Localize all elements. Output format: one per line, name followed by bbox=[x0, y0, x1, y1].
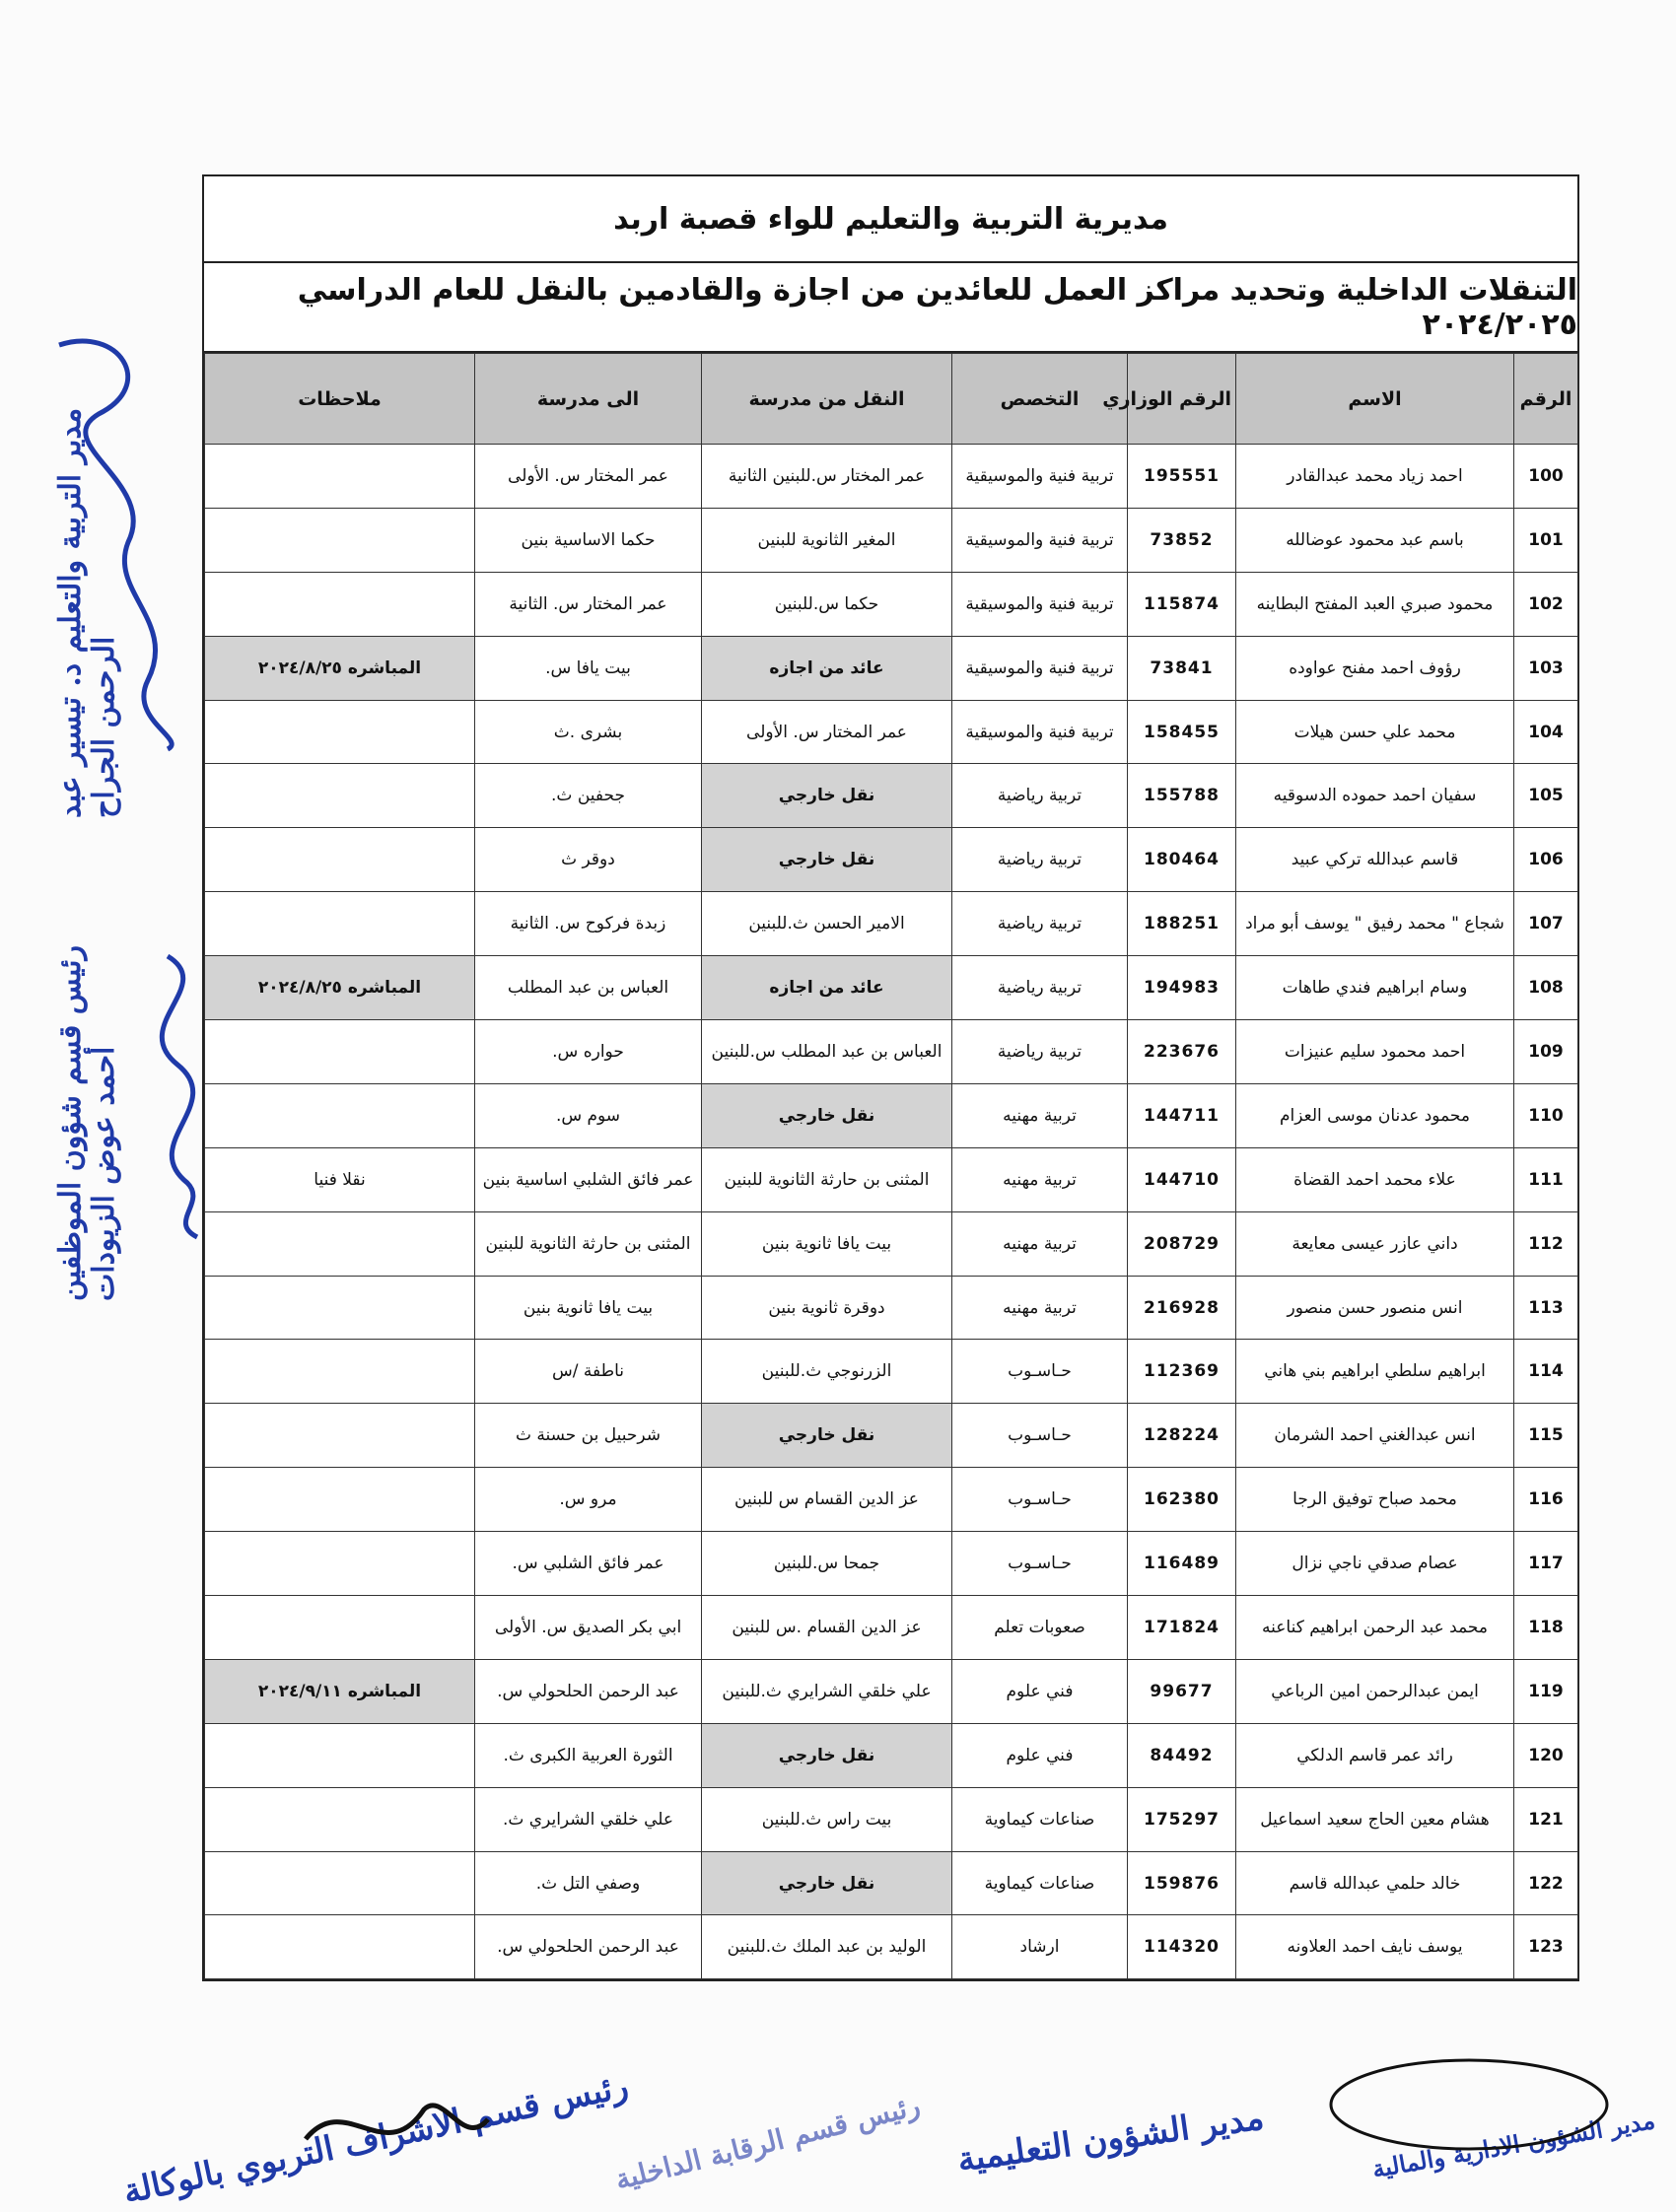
notes bbox=[205, 1851, 475, 1915]
to-school: بيت يافا س. bbox=[475, 636, 702, 700]
ministry-id: 175297 bbox=[1128, 1787, 1236, 1851]
row-number: 123 bbox=[1514, 1915, 1578, 1979]
employee-name: محمد علي حسن هيلات bbox=[1236, 700, 1514, 764]
employee-name: داني عازر عيسى معايعة bbox=[1236, 1211, 1514, 1276]
employee-name: وسام ابراهيم فندي طاهات bbox=[1236, 956, 1514, 1020]
to-school: بشرى .ث bbox=[475, 700, 702, 764]
header-name: الاسم bbox=[1236, 354, 1514, 445]
employee-name: عصام صدقي ناجي نزال bbox=[1236, 1532, 1514, 1596]
ministry-id: 144710 bbox=[1128, 1147, 1236, 1211]
table-row bbox=[205, 445, 1578, 509]
from-school: نقل خارجي bbox=[702, 1851, 952, 1915]
notes bbox=[205, 1211, 475, 1276]
notes bbox=[205, 572, 475, 636]
notes bbox=[205, 828, 475, 892]
to-school: وصفي التل ث. bbox=[475, 1851, 702, 1915]
specialization: تربية مهنيه bbox=[952, 1147, 1128, 1211]
signature-oval bbox=[1321, 2045, 1617, 2164]
to-school: عمر المختار س. الأولى bbox=[475, 445, 702, 509]
table-row bbox=[205, 1276, 1578, 1340]
table-row bbox=[205, 508, 1578, 572]
to-school: الثورة العربية الكبرى ث. bbox=[475, 1723, 702, 1787]
from-school: الوليد بن عبد الملك ث.للبنين bbox=[702, 1915, 952, 1979]
row-number: 118 bbox=[1514, 1596, 1578, 1660]
transfers-table bbox=[204, 353, 1578, 1979]
to-school: عمر فائق الشلبي س. bbox=[475, 1532, 702, 1596]
from-school: المغير الثانوية للبنين bbox=[702, 508, 952, 572]
to-school: ابي بكر الصديق س. الأولى bbox=[475, 1596, 702, 1660]
row-number: 101 bbox=[1514, 508, 1578, 572]
ministry-id: 155788 bbox=[1128, 764, 1236, 828]
specialization: صناعات كيماوية bbox=[952, 1851, 1128, 1915]
notes: المباشره ٢٠٢٤/٩/١١ bbox=[205, 1659, 475, 1723]
employee-name: ايمن عبدالرحمن امين الرباعي bbox=[1236, 1659, 1514, 1723]
document-subtitle: التنقلات الداخلية وتحديد مراكز العمل للعائدين من اجازة والقادمين بالنقل للعام الدراسي ٢٠٢٤/٢٠٢٥ bbox=[204, 263, 1577, 353]
employee-name: محمد صباح توفيق الرجا bbox=[1236, 1468, 1514, 1532]
table-row bbox=[205, 572, 1578, 636]
table-row bbox=[205, 636, 1578, 700]
specialization: تربية فنية والموسيقية bbox=[952, 572, 1128, 636]
ministry-id: 73852 bbox=[1128, 508, 1236, 572]
row-number: 114 bbox=[1514, 1340, 1578, 1404]
row-number: 120 bbox=[1514, 1723, 1578, 1787]
row-number: 107 bbox=[1514, 892, 1578, 956]
notes bbox=[205, 1340, 475, 1404]
notes bbox=[205, 1083, 475, 1147]
from-school: بيت راس ث.للبنين bbox=[702, 1787, 952, 1851]
row-number: 112 bbox=[1514, 1211, 1578, 1276]
specialization: حـاسـوب bbox=[952, 1532, 1128, 1596]
to-school: ناطفة /س bbox=[475, 1340, 702, 1404]
row-number: 106 bbox=[1514, 828, 1578, 892]
header-to-school: الى مدرسة bbox=[475, 354, 702, 445]
employee-name: قاسم عبدالله تركي عبيد bbox=[1236, 828, 1514, 892]
from-school: نقل خارجي bbox=[702, 828, 952, 892]
notes bbox=[205, 1787, 475, 1851]
row-number: 108 bbox=[1514, 956, 1578, 1020]
row-number: 102 bbox=[1514, 572, 1578, 636]
row-number: 115 bbox=[1514, 1404, 1578, 1468]
specialization: فني علوم bbox=[952, 1659, 1128, 1723]
row-number: 105 bbox=[1514, 764, 1578, 828]
ministry-id: 73841 bbox=[1128, 636, 1236, 700]
row-number: 100 bbox=[1514, 445, 1578, 509]
table-body bbox=[205, 445, 1578, 1979]
employee-name: علاء محمد احمد القضاة bbox=[1236, 1147, 1514, 1211]
row-number: 103 bbox=[1514, 636, 1578, 700]
to-school: عمر المختار س. الثانية bbox=[475, 572, 702, 636]
employee-name: احمد محمود سليم عنيزات bbox=[1236, 1020, 1514, 1084]
ministry-id: 162380 bbox=[1128, 1468, 1236, 1532]
table-row bbox=[205, 1787, 1578, 1851]
notes bbox=[205, 1404, 475, 1468]
specialization: تربية فنية والموسيقية bbox=[952, 636, 1128, 700]
table-row bbox=[205, 1723, 1578, 1787]
employee-name: احمد زياد محمد عبدالقادر bbox=[1236, 445, 1514, 509]
notes bbox=[205, 892, 475, 956]
table-row bbox=[205, 1211, 1578, 1276]
from-school: العباس بن عبد المطلب س.للبنين bbox=[702, 1020, 952, 1084]
from-school: حكما س.للبنين bbox=[702, 572, 952, 636]
ministry-id: 112369 bbox=[1128, 1340, 1236, 1404]
row-number: 117 bbox=[1514, 1532, 1578, 1596]
table-row bbox=[205, 1340, 1578, 1404]
from-school: عائد من اجازه bbox=[702, 956, 952, 1020]
header-notes: ملاحظات bbox=[205, 354, 475, 445]
employee-name: رائد عمر قاسم الدلكي bbox=[1236, 1723, 1514, 1787]
from-school: عائد من اجازه bbox=[702, 636, 952, 700]
table-row bbox=[205, 956, 1578, 1020]
specialization: تربية مهنيه bbox=[952, 1211, 1128, 1276]
to-school: دوقر ث bbox=[475, 828, 702, 892]
signature-scribble-3 bbox=[296, 2080, 493, 2169]
to-school: المثنى بن حارثة الثانوية للبنين bbox=[475, 1211, 702, 1276]
from-school: المثنى بن حارثة الثانوية للبنين bbox=[702, 1147, 952, 1211]
admin-affairs-signature: مدير الشؤون الادارية والمالية bbox=[1369, 2105, 1657, 2184]
notes bbox=[205, 508, 475, 572]
ministry-id: 99677 bbox=[1128, 1659, 1236, 1723]
from-school: دوقرة ثانوية بنين bbox=[702, 1276, 952, 1340]
notes bbox=[205, 1596, 475, 1660]
audit-head-signature: رئيس قسم الرقابة الداخلية bbox=[611, 2089, 924, 2196]
to-school: زبدة فركوح س. الثانية bbox=[475, 892, 702, 956]
ministry-id: 114320 bbox=[1128, 1915, 1236, 1979]
to-school: علي خلقي الشرايري ث. bbox=[475, 1787, 702, 1851]
row-number: 122 bbox=[1514, 1851, 1578, 1915]
specialization: ارشاد bbox=[952, 1915, 1128, 1979]
table-row bbox=[205, 892, 1578, 956]
from-school: نقل خارجي bbox=[702, 1404, 952, 1468]
row-number: 119 bbox=[1514, 1659, 1578, 1723]
table-row bbox=[205, 1468, 1578, 1532]
notes bbox=[205, 1276, 475, 1340]
from-school: الامير الحسن ث.للبنين bbox=[702, 892, 952, 956]
specialization: تربية مهنيه bbox=[952, 1276, 1128, 1340]
header-specialization: التخصص bbox=[952, 354, 1128, 445]
signature-scribble-1 bbox=[39, 325, 217, 759]
from-school: جمحا س.للبنين bbox=[702, 1532, 952, 1596]
table-row bbox=[205, 828, 1578, 892]
notes: المباشره ٢٠٢٤/٨/٢٥ bbox=[205, 636, 475, 700]
specialization: حـاسـوب bbox=[952, 1468, 1128, 1532]
header-ministry-id: الرقم الوزاري bbox=[1128, 354, 1236, 445]
specialization: تربية رياضية bbox=[952, 828, 1128, 892]
notes bbox=[205, 1020, 475, 1084]
specialization: تربية رياضية bbox=[952, 1020, 1128, 1084]
to-school: شرحبيل بن حسنة ث bbox=[475, 1404, 702, 1468]
specialization: تربية رياضية bbox=[952, 956, 1128, 1020]
ministry-id: 171824 bbox=[1128, 1596, 1236, 1660]
ministry-id: 208729 bbox=[1128, 1211, 1236, 1276]
education-affairs-signature: مدير الشؤون التعليمية bbox=[954, 2098, 1267, 2180]
employee-name: محمود صبري العبد المفتح البطاينه bbox=[1236, 572, 1514, 636]
specialization: فني علوم bbox=[952, 1723, 1128, 1787]
row-number: 121 bbox=[1514, 1787, 1578, 1851]
ministry-id: 115874 bbox=[1128, 572, 1236, 636]
notes bbox=[205, 1532, 475, 1596]
to-school: مرو س. bbox=[475, 1468, 702, 1532]
employee-name: سفيان احمد حموده الدسوقيه bbox=[1236, 764, 1514, 828]
notes bbox=[205, 1468, 475, 1532]
specialization: تربية مهنيه bbox=[952, 1083, 1128, 1147]
from-school: نقل خارجي bbox=[702, 1083, 952, 1147]
employee-name: ابراهيم سلطي ابراهيم بني هاني bbox=[1236, 1340, 1514, 1404]
document-sheet bbox=[202, 174, 1579, 1981]
notes bbox=[205, 700, 475, 764]
from-school: علي خلقي الشرايري ث.للبنين bbox=[702, 1659, 952, 1723]
ministry-id: 188251 bbox=[1128, 892, 1236, 956]
notes bbox=[205, 445, 475, 509]
ministry-id: 84492 bbox=[1128, 1723, 1236, 1787]
to-school: عمر فائق الشلبي اساسية بنين bbox=[475, 1147, 702, 1211]
from-school: الزرنوجي ث.للبنين bbox=[702, 1340, 952, 1404]
employee-name: خالد حلمي عبدالله قاسم bbox=[1236, 1851, 1514, 1915]
from-school: عمر المختار س.للبنين الثانية bbox=[702, 445, 952, 509]
notes: المباشره ٢٠٢٤/٨/٢٥ bbox=[205, 956, 475, 1020]
employee-name: انس عبدالغني احمد الشرمان bbox=[1236, 1404, 1514, 1468]
employee-name: هشام معين الحاج سعيد اسماعيل bbox=[1236, 1787, 1514, 1851]
to-school: حكما الاساسية بنين bbox=[475, 508, 702, 572]
specialization: حـاسـوب bbox=[952, 1340, 1128, 1404]
to-school: جحفين ث. bbox=[475, 764, 702, 828]
specialization: تربية رياضية bbox=[952, 892, 1128, 956]
employee-name: رؤوف احمد مفنح عواوده bbox=[1236, 636, 1514, 700]
specialization: صعوبات تعلم bbox=[952, 1596, 1128, 1660]
employee-name: يوسف نايف احمد العلاونه bbox=[1236, 1915, 1514, 1979]
table-row bbox=[205, 1596, 1578, 1660]
table-row bbox=[205, 764, 1578, 828]
to-school: عبد الرحمن الحلحولي س. bbox=[475, 1659, 702, 1723]
specialization: تربية فنية والموسيقية bbox=[952, 700, 1128, 764]
from-school: عمر المختار س. الأولى bbox=[702, 700, 952, 764]
row-number: 116 bbox=[1514, 1468, 1578, 1532]
table-row bbox=[205, 700, 1578, 764]
ministry-id: 180464 bbox=[1128, 828, 1236, 892]
specialization: تربية فنية والموسيقية bbox=[952, 508, 1128, 572]
from-school: نقل خارجي bbox=[702, 1723, 952, 1787]
row-number: 113 bbox=[1514, 1276, 1578, 1340]
employee-name: محمود عدنان موسى العزام bbox=[1236, 1083, 1514, 1147]
ministry-id: 159876 bbox=[1128, 1851, 1236, 1915]
director-signature: مدير التربية والتعليم د. تيسير عبد الرحمن الجراح bbox=[53, 407, 121, 818]
employee-name: باسم عبد محمود عوضالله bbox=[1236, 508, 1514, 572]
ministry-id: 223676 bbox=[1128, 1020, 1236, 1084]
notes bbox=[205, 764, 475, 828]
ministry-id: 144711 bbox=[1128, 1083, 1236, 1147]
table-row bbox=[205, 1083, 1578, 1147]
table-header-row bbox=[205, 354, 1578, 445]
table-row bbox=[205, 1659, 1578, 1723]
ministry-id: 116489 bbox=[1128, 1532, 1236, 1596]
employee-name: شجاع " محمد رفيق " يوسف أبو مراد bbox=[1236, 892, 1514, 956]
notes bbox=[205, 1915, 475, 1979]
specialization: تربية فنية والموسيقية bbox=[952, 445, 1128, 509]
ministry-id: 194983 bbox=[1128, 956, 1236, 1020]
to-school: عبد الرحمن الحلحولي س. bbox=[475, 1915, 702, 1979]
table-row bbox=[205, 1147, 1578, 1211]
row-number: 109 bbox=[1514, 1020, 1578, 1084]
header-number: الرقم bbox=[1514, 354, 1578, 445]
document-title: مديرية التربية والتعليم للواء قصبة اربد bbox=[204, 176, 1577, 263]
signature-scribble-2 bbox=[108, 946, 227, 1242]
header-from-school: النقل من مدرسة bbox=[702, 354, 952, 445]
notes bbox=[205, 1723, 475, 1787]
to-school: حواره س. bbox=[475, 1020, 702, 1084]
table-row bbox=[205, 1851, 1578, 1915]
from-school: عز الدين القسام س للبنين bbox=[702, 1468, 952, 1532]
row-number: 104 bbox=[1514, 700, 1578, 764]
specialization: صناعات كيماوية bbox=[952, 1787, 1128, 1851]
employee-name: انس منصور حسن منصور bbox=[1236, 1276, 1514, 1340]
row-number: 111 bbox=[1514, 1147, 1578, 1211]
to-school: العباس بن عبد المطلب bbox=[475, 956, 702, 1020]
table-row bbox=[205, 1532, 1578, 1596]
ministry-id: 158455 bbox=[1128, 700, 1236, 764]
table-row bbox=[205, 1020, 1578, 1084]
to-school: سوم س. bbox=[475, 1083, 702, 1147]
from-school: عز الدين القسام .س للبنين bbox=[702, 1596, 952, 1660]
ministry-id: 216928 bbox=[1128, 1276, 1236, 1340]
ministry-id: 128224 bbox=[1128, 1404, 1236, 1468]
table-row bbox=[205, 1404, 1578, 1468]
personnel-head-signature: رئيس قسم شؤون الموظفين أحمد عوض الزيودات bbox=[53, 945, 121, 1301]
ministry-id: 195551 bbox=[1128, 445, 1236, 509]
notes: نقلا فنيا bbox=[205, 1147, 475, 1211]
supervision-head-signature: رئيس قسم الاشراف التربوي بالوكالة bbox=[119, 2066, 632, 2212]
from-school: بيت يافا ثانوية بنين bbox=[702, 1211, 952, 1276]
to-school: بيت يافا ثانوية بنين bbox=[475, 1276, 702, 1340]
table-row bbox=[205, 1915, 1578, 1979]
row-number: 110 bbox=[1514, 1083, 1578, 1147]
employee-name: محمد عبد الرحمن ابراهيم كناعنه bbox=[1236, 1596, 1514, 1660]
specialization: حـاسـوب bbox=[952, 1404, 1128, 1468]
specialization: تربية رياضية bbox=[952, 764, 1128, 828]
from-school: نقل خارجي bbox=[702, 764, 952, 828]
